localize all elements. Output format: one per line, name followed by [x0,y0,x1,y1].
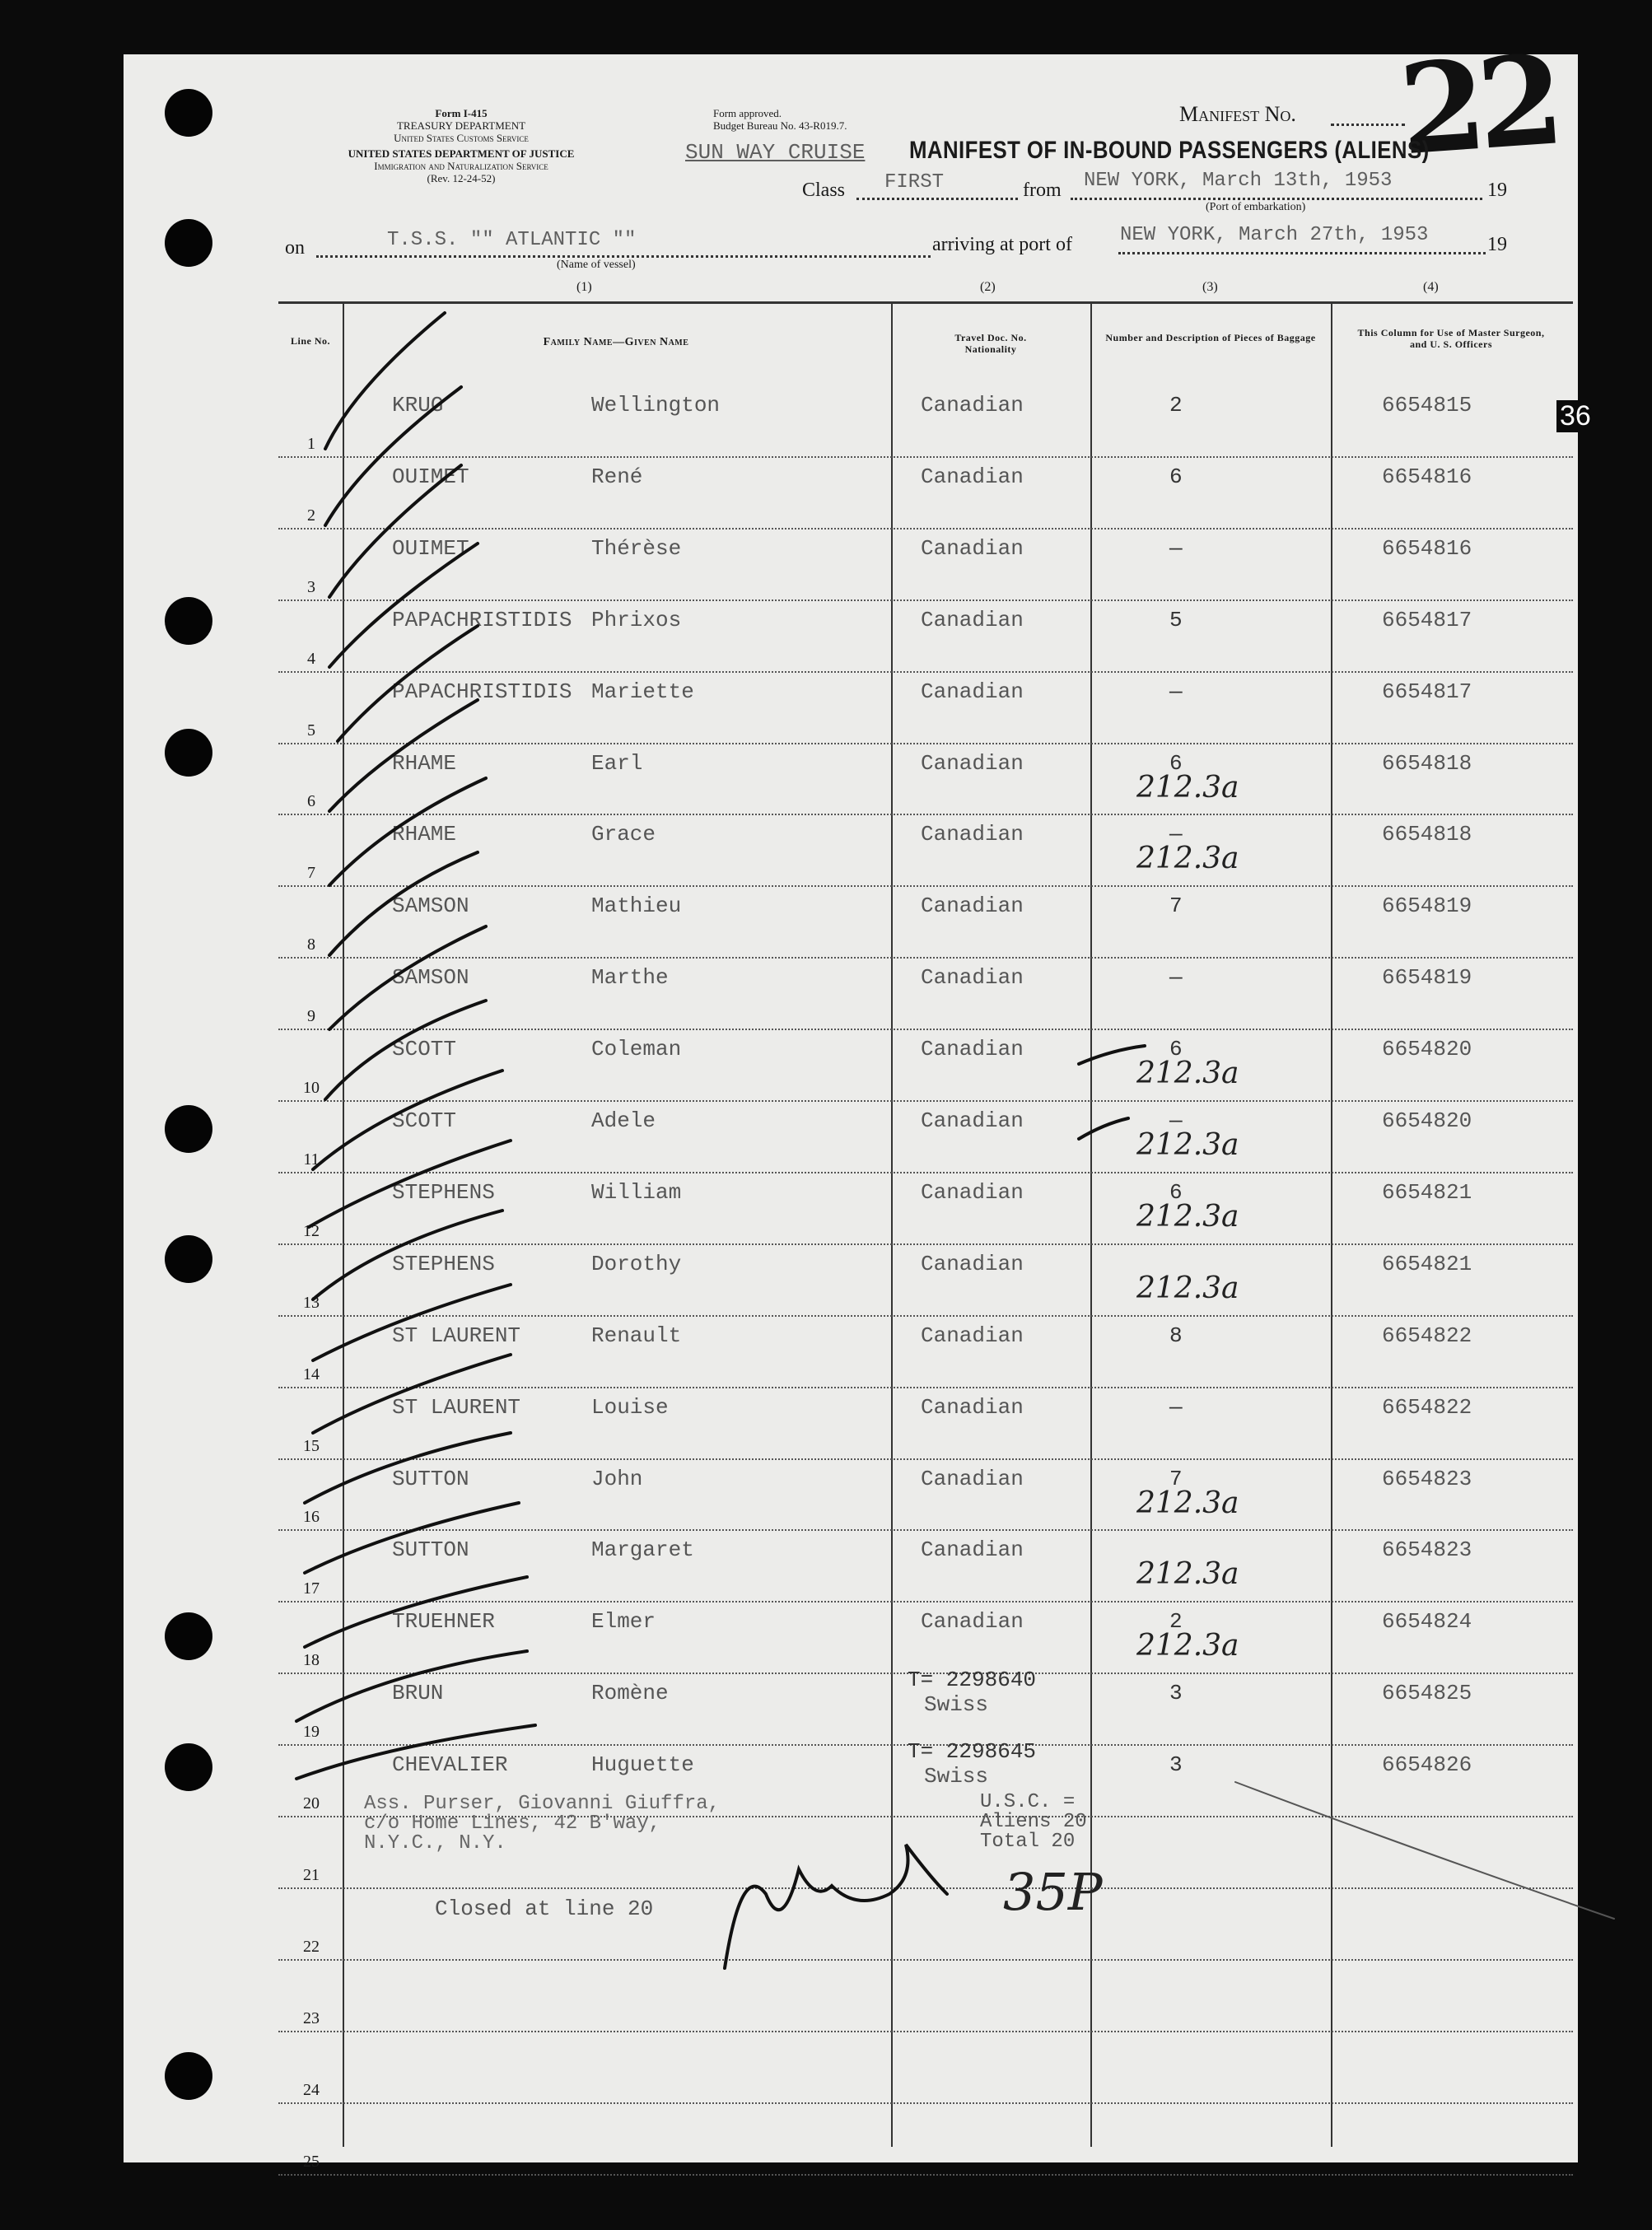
officer-code: 6654824 [1382,1609,1472,1635]
officer-code: 6654818 [1382,750,1472,776]
signature [725,1845,947,1968]
line-number: 2 [307,506,315,525]
line-number: 10 [303,1079,320,1097]
side-number: 36 [1556,400,1594,432]
on-label: on [285,237,305,259]
usc-total: U.S.C. = [980,1791,1076,1813]
baggage-count: 7 [1169,1466,1183,1491]
justice-dept: UNITED STATES DEPARTMENT OF JUSTICE [348,147,575,160]
family-name: ST LAURENT [392,1323,521,1348]
form-approved: Form approved. [713,107,782,119]
form-number: Form I-415 [435,107,488,119]
col-num-1: (1) [576,280,592,294]
col-head-travel: Travel Doc. No. Nationality [954,332,1027,355]
given-name: Thérèse [591,535,682,561]
col-head-officers: This Column for Use of Master Surgeon, and U. S. Officers [1357,327,1545,350]
check-mark [305,1433,511,1503]
line-number: 16 [303,1508,320,1527]
family-name: STEPHENS [392,1251,495,1276]
nationality: Canadian [921,1323,1024,1348]
nationality: Canadian [921,393,1024,418]
nationality: Canadian [921,1394,1024,1420]
col-num-2: (2) [980,280,996,294]
line-number: 23 [303,2008,320,2027]
line-number: 5 [307,721,315,739]
class-label: Class [802,180,846,201]
baggage-count: 6 [1169,1037,1183,1062]
officer-code: 6654820 [1382,1108,1472,1133]
given-name: William [591,1179,682,1205]
nationality: Canadian [921,1466,1024,1491]
baggage-note: 212.3a [1136,1629,1239,1663]
officer-code: 6654822 [1382,1394,1472,1420]
family-name: BRUN [392,1681,444,1706]
treasury-dept: TREASURY DEPARTMENT [396,119,526,132]
given-name: Renault [591,1323,682,1348]
check-mark [305,1577,527,1647]
purser-line-3: N.Y.C., N.Y. [364,1832,506,1854]
family-name: CHEVALIER [392,1752,508,1778]
baggage-tick [1079,1046,1145,1064]
travel-doc: T= 2298640 [908,1668,1037,1693]
line-number: 19 [303,1723,320,1742]
line-number: 7 [307,864,315,883]
given-name: Mariette [591,679,694,704]
baggage-count: 5 [1169,607,1183,632]
given-name: Marthe [591,965,669,991]
check-mark [296,1651,527,1721]
ins-service: Immigration and Naturalization Service [374,160,548,172]
handwritten-note: 35P [1003,1862,1103,1922]
line-number: 21 [303,1865,320,1884]
family-name: RHAME [392,750,457,776]
port-embark-label: (Port of embarkation) [1206,201,1306,213]
purser-line-2: c/o Home Lines, 42 B'way, [364,1812,661,1835]
baggage-count: — [1169,965,1183,991]
officer-code: 6654823 [1382,1537,1472,1563]
class-value: FIRST [884,171,945,194]
line-number: 3 [307,577,315,596]
given-name: Grace [591,822,656,847]
purser-line-1: Ass. Purser, Giovanni Giuffra, [364,1793,721,1815]
baggage-note: 212.3a [1136,1199,1239,1234]
nationality: Canadian [921,535,1024,561]
check-mark [325,313,445,449]
baggage-count: 6 [1169,464,1183,489]
family-name: SUTTON [392,1466,469,1491]
given-name: Wellington [591,393,721,418]
officer-code: 6654821 [1382,1251,1472,1276]
line-number: 25 [303,2152,320,2171]
officer-code: 6654825 [1382,1681,1472,1706]
given-name: Adele [591,1108,656,1133]
given-name: René [591,464,643,489]
check-mark [329,778,486,885]
officer-code: 6654820 [1382,1037,1472,1062]
check-mark [329,926,486,1029]
nationality: Canadian [921,679,1024,704]
col-head-name: Family Name—Given Name [543,336,689,348]
given-name: Elmer [591,1609,656,1635]
line-number: 11 [303,1150,320,1169]
nationality: Canadian [921,1108,1024,1133]
line-number: 18 [303,1651,320,1670]
nationality: Canadian [921,1179,1024,1205]
baggage-count: 6 [1169,750,1183,776]
customs-service: United States Customs Service [394,132,529,144]
line-number: 9 [307,1007,315,1026]
baggage-note: 212.3a [1136,1128,1239,1162]
family-name: SCOTT [392,1037,457,1062]
year-suffix-2: 19 [1487,234,1507,255]
family-name: PAPACHRISTIDIS [392,679,572,704]
line-number: 6 [307,792,315,811]
revision: (Rev. 12-24-52) [427,172,496,184]
family-name: OUIMET [392,464,469,489]
line-number: 24 [303,2080,320,2099]
baggage-count: 3 [1169,1681,1183,1706]
nationality: Canadian [921,464,1024,489]
nationality: Canadian [921,965,1024,991]
check-mark [325,387,461,525]
from-value: NEW YORK, March 13th, 1953 [1084,170,1393,192]
check-mark [309,1141,511,1227]
nationality: Canadian [921,893,1024,919]
check-mark [329,465,461,597]
officer-code: 6654823 [1382,1466,1472,1491]
baggage-count: 2 [1169,393,1183,418]
given-name: Romène [591,1681,669,1706]
family-name: SUTTON [392,1537,469,1563]
family-name: OUIMET [392,535,469,561]
vessel-name: T.S.S. "" ATLANTIC "" [387,229,637,251]
line-number: 17 [303,1579,320,1598]
col-num-3: (3) [1202,280,1218,294]
officer-code: 6654821 [1382,1179,1472,1205]
grand-total: Total 20 [980,1831,1076,1853]
baggage-note: 212.3a [1136,1486,1239,1520]
manifest-title: MANIFEST OF IN-BOUND PASSENGERS (ALIENS) [909,137,1430,164]
check-mark [338,626,478,741]
baggage-count: — [1169,1108,1183,1133]
check-mark [313,1285,511,1360]
check-mark [296,1725,535,1779]
given-name: Coleman [591,1037,682,1062]
line-number: 12 [303,1221,320,1240]
baggage-tick [1079,1118,1128,1139]
baggage-count: 8 [1169,1323,1183,1348]
check-mark [305,1503,519,1573]
aliens-total: Aliens 20 [980,1811,1087,1833]
check-mark [313,1355,511,1433]
baggage-count: 6 [1169,1179,1183,1205]
line-number: 20 [303,1794,320,1812]
from-label: from [1023,180,1062,201]
baggage-note: 212.3a [1136,1057,1239,1091]
officer-code: 6654816 [1382,535,1472,561]
nationality: Canadian [921,1609,1024,1635]
officer-code: 6654819 [1382,965,1472,991]
given-name: Huguette [591,1752,694,1778]
family-name: KRUG [392,393,444,418]
col-head-baggage: Number and Description of Pieces of Baggage [1105,332,1316,343]
baggage-count: — [1169,535,1183,561]
baggage-note: 212.3a [1136,1271,1239,1305]
baggage-note: 212.3a [1136,770,1239,805]
officer-code: 6654826 [1382,1752,1472,1778]
year-suffix-1: 19 [1487,180,1507,201]
officer-code: 6654818 [1382,822,1472,847]
closed-at-line: Closed at line 20 [435,1896,654,1921]
budget-bureau: Budget Bureau No. 43-R019.7. [713,119,847,132]
officer-code: 6654816 [1382,464,1472,489]
nationality: Canadian [921,750,1024,776]
nationality: Swiss [924,1692,989,1718]
line-number: 22 [303,1937,320,1956]
family-name: SCOTT [392,1108,457,1133]
nationality: Canadian [921,1037,1024,1062]
baggage-note: 212.3a [1136,842,1239,876]
check-mark [313,1211,502,1299]
given-name: Earl [591,750,643,776]
line-number: 4 [307,649,315,668]
family-name: RHAME [392,822,457,847]
given-name: Dorothy [591,1251,682,1276]
travel-doc: T= 2298645 [908,1739,1037,1765]
family-name: ST LAURENT [392,1394,521,1420]
manifest-no-label: Manifest No. [1179,102,1296,126]
nationality: Swiss [924,1764,989,1789]
baggage-count: 3 [1169,1752,1183,1778]
given-name: Mathieu [591,893,682,919]
line-number: 13 [303,1293,320,1312]
family-name: PAPACHRISTIDIS [392,607,572,632]
baggage-count: — [1169,679,1183,704]
family-name: SAMSON [392,893,469,919]
officer-code: 6654815 [1382,393,1472,418]
arriving-value: NEW YORK, March 27th, 1953 [1120,224,1429,246]
officer-code: 6654822 [1382,1323,1472,1348]
officer-code: 6654819 [1382,893,1472,919]
given-name: Louise [591,1394,669,1420]
line-number: 1 [307,434,315,453]
baggage-count: 2 [1169,1609,1183,1635]
line-number: 15 [303,1436,320,1455]
col-head-line-no: Line No. [290,335,330,347]
nationality: Canadian [921,607,1024,632]
check-mark [329,544,478,667]
nationality: Canadian [921,1251,1024,1276]
officer-code: 6654817 [1382,607,1472,632]
family-name: TRUEHNER [392,1609,495,1635]
baggage-count: 7 [1169,893,1183,919]
manifest-number: 22 [1395,27,1561,184]
baggage-note: 212.3a [1136,1557,1239,1592]
nationality: Canadian [921,822,1024,847]
officer-code: 6654817 [1382,679,1472,704]
given-name: Phrixos [591,607,682,632]
arriving-label: arriving at port of [932,234,1072,255]
nationality: Canadian [921,1537,1024,1563]
given-name: John [591,1466,643,1491]
line-number: 14 [303,1365,320,1383]
diagonal-cancel [1235,1782,1614,1919]
family-name: SAMSON [392,965,469,991]
given-name: Margaret [591,1537,694,1563]
family-name: STEPHENS [392,1179,495,1205]
col-num-4: (4) [1423,280,1439,294]
cruise-name: SUN WAY CRUISE [685,140,866,165]
baggage-count: — [1169,822,1183,847]
baggage-count: — [1169,1394,1183,1420]
vessel-label: (Name of vessel) [557,259,636,271]
line-number: 8 [307,935,315,954]
